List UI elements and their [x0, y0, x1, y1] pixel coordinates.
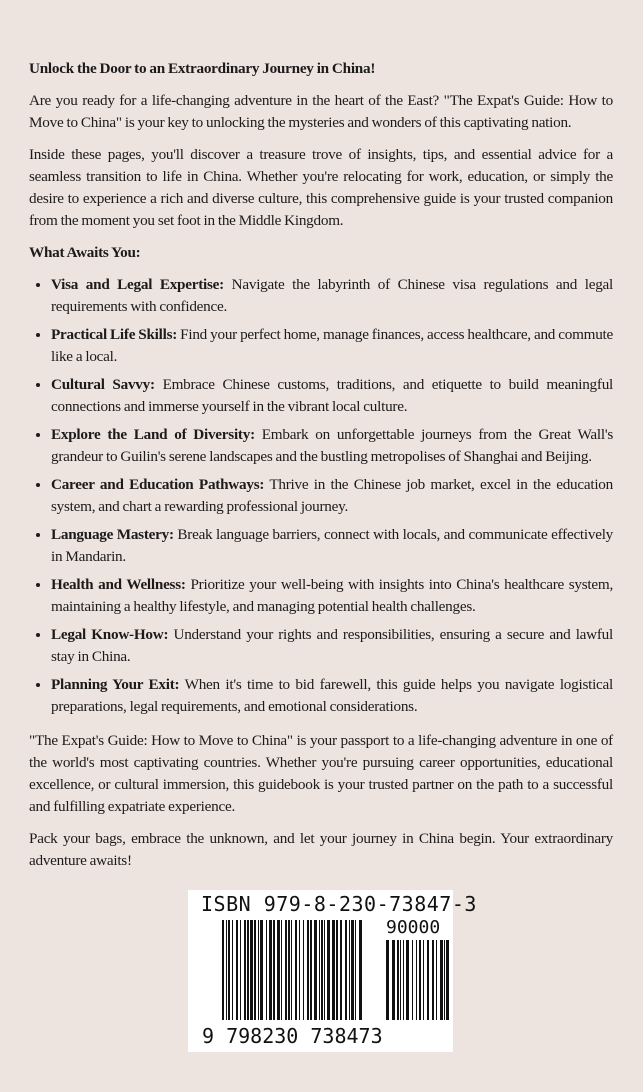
barcode-bar	[310, 920, 312, 1020]
list-item	[51, 474, 613, 518]
barcode-bar	[412, 940, 413, 1020]
barcode-bar	[244, 920, 246, 1020]
list-item	[51, 524, 613, 568]
barcode-bar	[258, 920, 259, 1020]
barcode-bar	[228, 920, 230, 1020]
list-heading: What Awaits You:	[29, 244, 141, 261]
barcode-bar	[266, 920, 267, 1020]
barcode-bar	[285, 920, 287, 1020]
barcode-bar	[423, 940, 424, 1020]
item-title: Legal Know-How:	[51, 626, 169, 643]
barcode-bar	[332, 920, 335, 1020]
list-item	[51, 424, 613, 468]
barcode-bar	[345, 920, 347, 1020]
item-text: Find your perfect home, manage finances, access healthcare, and commute like a local.	[51, 326, 614, 365]
list-item	[51, 274, 613, 318]
item-text: Embark on unforgettable journeys from the Great Wall's grandeur to Guilin's serene landscapes and the bustling metropolises of Shanghai and Beijing.	[51, 426, 614, 465]
barcode-bar	[273, 920, 275, 1020]
features-list	[29, 274, 613, 718]
barcode-bar	[327, 920, 330, 1020]
item-title: Practical Life Skills:	[51, 326, 178, 343]
barcode-bar	[386, 940, 389, 1020]
barcode-bar	[299, 920, 300, 1020]
barcode-bar	[359, 920, 362, 1020]
item-text: Understand your rights and responsibilities, ensuring a secure and lawful stay in China.	[51, 626, 613, 665]
barcode-bar	[324, 920, 325, 1020]
barcode-bar	[303, 920, 304, 1020]
barcode-bar	[319, 920, 320, 1020]
barcode-bar	[307, 920, 309, 1020]
barcode-bar	[240, 920, 241, 1020]
barcode-bar	[355, 920, 356, 1020]
item-title: Explore the Land of Diversity:	[51, 426, 255, 443]
barcode-bar	[351, 920, 354, 1020]
barcode-bar	[236, 920, 238, 1020]
barcode-bar	[427, 940, 429, 1020]
barcode-bar	[295, 920, 297, 1020]
item-text: Embrace Chinese customs, traditions, and etiquette to build meaningful connections and immerse yourself in the vibrant local culture.	[51, 376, 614, 415]
item-title: Cultural Savvy:	[51, 376, 155, 393]
isbn-barcode	[188, 890, 477, 1052]
barcode-bar	[260, 920, 263, 1020]
barcode-bar	[314, 920, 317, 1020]
barcode-bar	[226, 920, 227, 1020]
barcode-bar	[436, 940, 437, 1020]
barcode-bar	[336, 920, 338, 1020]
barcode-bar	[288, 920, 290, 1020]
barcode-bar	[250, 920, 253, 1020]
list-item	[51, 674, 613, 718]
barcode-bar	[232, 920, 233, 1020]
item-title: Language Mastery:	[51, 526, 174, 543]
barcode-bar	[291, 920, 292, 1020]
barcode-bar	[419, 940, 421, 1020]
barcode-bar	[440, 940, 443, 1020]
barcode-bar	[254, 920, 256, 1020]
barcode-bar	[277, 920, 280, 1020]
list-item	[51, 624, 613, 668]
item-text: When it's time to bid farewell, this guide helps you navigate logistical preparations, legal requirements, and emotional considerations.	[51, 676, 613, 715]
barcode-bar	[349, 920, 350, 1020]
barcode-bar	[392, 940, 395, 1020]
barcode-bar	[321, 920, 323, 1020]
barcode-bar	[403, 940, 404, 1020]
isbn-text: ISBN 979-8-230-73847-3	[201, 892, 477, 916]
item-text: Break language barriers, connect with locals, and communicate effectively in Mandarin.	[51, 526, 614, 565]
barcode-bar	[397, 940, 399, 1020]
barcode-bar	[432, 940, 434, 1020]
barcode-bar	[222, 920, 224, 1020]
item-title: Visa and Legal Expertise:	[51, 276, 224, 293]
barcode-bar	[406, 940, 409, 1020]
final-paragraph: Pack your bags, embrace the unknown, and let your journey in China begin. Your extraordinary adventure awaits!	[29, 830, 613, 869]
barcode-bar	[340, 920, 342, 1020]
item-title: Planning Your Exit:	[51, 676, 180, 693]
barcode-bar	[400, 940, 401, 1020]
price-addon: 90000	[386, 917, 441, 938]
closing-paragraph: "The Expat's Guide: How to Move to China" is your passport to a life-changing adventure in one of the world's most captivating countries. Whether you're pursuing career opportunities, educational excellence, or cultural immersion, this guidebook is your trusted partner on the path to a successful and fulfilling expatriate experience.	[29, 732, 613, 815]
barcode-bar	[444, 940, 445, 1020]
list-item	[51, 574, 613, 618]
item-text: Thrive in the Chinese job market, excel in the education system, and chart a rewarding professional journey.	[51, 476, 613, 515]
item-title: Health and Wellness:	[51, 576, 186, 593]
cover-heading: Unlock the Door to an Extraordinary Journey in China!	[29, 60, 376, 77]
barcode-bar	[281, 920, 282, 1020]
barcode-bar	[247, 920, 249, 1020]
barcode-bar	[446, 940, 449, 1020]
item-text: Navigate the labyrinth of Chinese visa regulations and legal requirements with confidence.	[51, 276, 614, 315]
barcode-bar	[416, 940, 417, 1020]
list-item	[51, 324, 613, 368]
barcode-bar	[269, 920, 272, 1020]
item-title: Career and Education Pathways:	[51, 476, 265, 493]
barcode-digits: 9 798230 738473	[202, 1024, 383, 1048]
list-item	[51, 374, 613, 418]
intro-paragraph: Are you ready for a life-changing adventure in the heart of the East? "The Expat's Guide: How to Move to China" is your key to unlocking the mysteries and wonders of this captivating nation.	[29, 92, 613, 131]
item-text: Prioritize your well-being with insights into China's healthcare system, maintaining a healthy lifestyle, and managing potential health challenges.	[51, 576, 614, 615]
description-paragraph: Inside these pages, you'll discover a treasure trove of insights, tips, and essential advice for a seamless transition to life in China. Whether you're relocating for work, education, or simply the desire to experience a rich and diverse culture, this comprehensive guide is your trusted companion from the moment you set foot in the Middle Kingdom.	[29, 146, 613, 229]
